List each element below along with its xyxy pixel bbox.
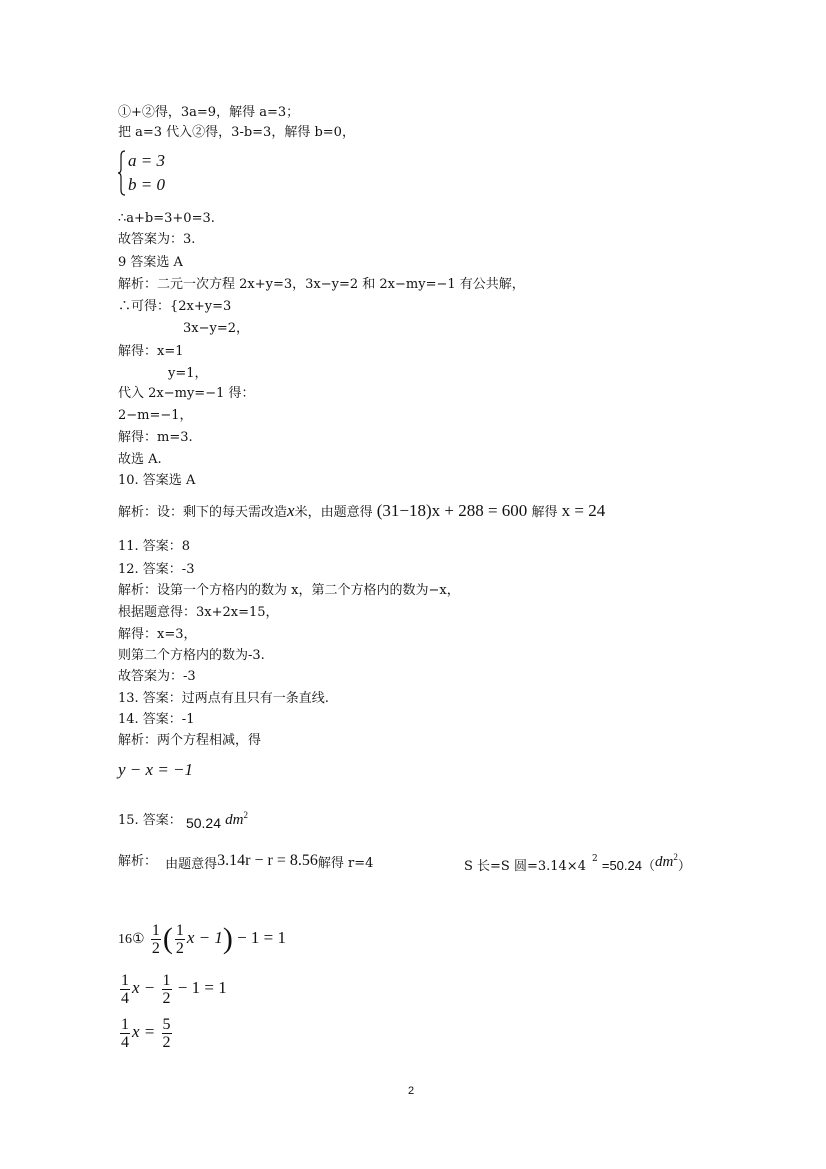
- line-q10-analysis: 解析：设：剩下的每天需改造x米，由题意得 (31−18)x + 288 = 600 解得 x = 24: [118, 501, 606, 520]
- line-q9-solve-m: 解得：m=3.: [118, 430, 193, 445]
- line-q15-area: S 长=S 圆$=3.14\times 4^2 =50.24(dm^2)$: [464, 852, 691, 874]
- q14-equation: y − x = −1: [118, 760, 194, 779]
- q16-equation-1: 16① $\frac{1}{2}$ ( $\frac{1}{2}$ x − 1) − 1 = 1: [118, 921, 287, 957]
- line-q12-solve: 解得：x=3，: [118, 627, 197, 642]
- q10-solution: x = 24: [561, 501, 606, 520]
- line-q12-analysis: 解析：设第一个方格内的数为 x，第二个方格内的数为−x，: [118, 583, 460, 598]
- line-q9-system1: ∴可得：{2x+y=3: [118, 299, 232, 314]
- line-sum-result: ∴a+b=3+0=3.: [118, 211, 215, 226]
- line-substitute-a: 把 a=3 代入②得，3-b=3，解得 b=0，: [118, 125, 355, 140]
- line-add-equations: ①+②得，3a=9，解得 a=3；: [118, 105, 300, 120]
- line-q12-equation: 根据题意得：3x+2x=15，: [118, 605, 279, 620]
- line-q9-system2: 3x−y=2，: [183, 321, 250, 336]
- system-eq-b: b = 0: [128, 175, 165, 194]
- fraction-half: $\frac{1}{2}$: [151, 921, 160, 957]
- line-q9-substitute: 代入 2x−my=−1 得：: [118, 386, 255, 401]
- line-q12-second: 则第二个方格内的数为-3.: [118, 648, 265, 663]
- fraction-half: $\frac{1}{2}$: [162, 971, 171, 1007]
- q16-equation-3: $\frac{1}{4}$ x = $\frac{5}{2}$: [121, 1015, 171, 1051]
- line-q12-answer: 12. 答案：-3: [118, 562, 195, 577]
- line-q15-analysis: 解析： 由题意得3.14r − r = 8.56解得 r=4: [118, 852, 374, 872]
- fraction-quarter: $\frac{1}{4}$: [121, 1015, 129, 1051]
- line-q13-answer: 13. 答案：过两点有且只有一条直线.: [118, 691, 329, 706]
- page-number: 2: [408, 1085, 415, 1097]
- q15-equation: 3.14r − r = 8.56: [217, 852, 318, 869]
- line-q9-solve-y: y=1，: [168, 366, 208, 381]
- system-eq-a: a = 3: [128, 151, 165, 170]
- q16-equation-2: $\frac{1}{4}$ x − $\frac{1}{2}$ − 1 = 1: [121, 971, 227, 1007]
- line-q14-answer: 14. 答案：-1: [118, 712, 195, 727]
- line-q12-final: 故答案为：-3: [118, 669, 196, 684]
- system-brace: [118, 150, 126, 196]
- line-q9-answer: 9 答案选 A: [118, 255, 183, 270]
- line-q10-answer: 10. 答案选 A: [118, 473, 196, 488]
- fraction-quarter: $\frac{1}{4}$: [121, 971, 129, 1007]
- fraction-five-half: $\frac{5}{2}$: [162, 1015, 171, 1051]
- line-q9-analysis: 解析：二元一次方程 2x+y=3，3x−y=2 和 2x−my=−1 有公共解，: [118, 277, 525, 292]
- line-q9-solve-x: 解得：x=1: [118, 344, 184, 359]
- line-answer-3: 故答案为：3.: [118, 232, 196, 247]
- line-q9-eq-m: 2−m=−1，: [118, 408, 193, 423]
- line-q11-answer: 11. 答案：8: [118, 539, 191, 554]
- fraction-half: $\frac{1}{2}$: [175, 921, 184, 957]
- line-q15-answer: 15. 答案： 50.24 $dm^2$: [118, 810, 248, 831]
- q10-equation: (31−18)x + 288 = 600: [376, 501, 528, 520]
- line-q9-choose: 故选 A.: [118, 452, 162, 467]
- line-q14-analysis: 解析：两个方程相减，得: [118, 733, 262, 748]
